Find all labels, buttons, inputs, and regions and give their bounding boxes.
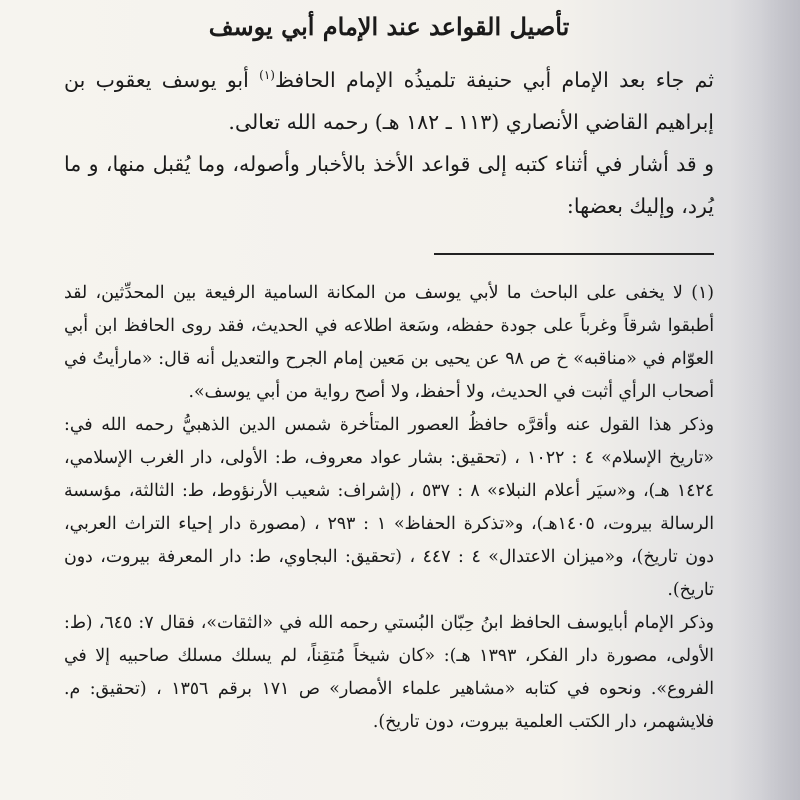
footnote-paragraph-3: وذكر الإمام أبايوسف الحافظ ابنُ حِبّان البُستي رحمه الله في «الثقات»، فقال ٧: ٦٤٥، (ط: الأولى، مصورة دار الفكر، ١٣٩٣ هـ): «كان شيخاً مُتقِناً، لم يسلك مسلك صاحبيه إلا في الفروع». ونحوه في كتابه «مشاهير علماء الأمصار» ص ١٧١ برقم ١٣٥٦ ، (تحقيق: م. فلايشهمر، دار الكتب العلمية بيروت، دون تاريخ). [64, 612, 715, 732]
body-paragraph-1 [64, 54, 714, 143]
page-content [64, 0, 714, 739]
footnote-reference: (١) [259, 68, 275, 82]
page-edge-shadow [730, 0, 800, 800]
footnote-paragraph-2: وذكر هذا القول عنه وأقرَّه حافظُ العصور المتأخرة شمس الدين الذهبيُّ رحمه الله في: «تاريخ الإسلام» ٤ : ١٠٢٢ ، (تحقيق: بشار عواد معروف، ط: الأولى، دار الغرب الإسلامي، ١٤٢٤ هـ)، و«سيَر أعلام النبلاء» ٨ : ٥٣٧ ، (إشراف: شعيب الأرنؤوط، ط: الثالثة، مؤسسة الرسالة بيروت، ١٤٠٥هـ)، و«تذكرة الحفاظ» ١ : ٢٩٣ ، (مصورة دار إحياء التراث العربي، دون تاريخ)، و«ميزان الاعتدال» ٤ : ٤٤٧ ، (تحقيق: البجاوي، ط: دار المعرفة بيروت، دون تاريخ). [64, 414, 715, 600]
footnote-paragraph-1: (١) لا يخفى على الباحث ما لأبي يوسف من المكانة السامية الرفيعة بين المحدِّثين، لقد أطبقوا شرقاً وغرباً على جودة حفظه، وسَعة اطلاعه في الحديث، فقد روى الحافظ ابن أبي العوّام في «مناقبه» خ ص ٩٨ عن يحيى بن مَعين إمام الجرح والتعديل أنه قال: «مارأيتُ في أصحاب الرأي أثبت في الحديث، ولا أحفظ، ولا أصح رواية من أبي يوسف». [64, 282, 714, 402]
footnote-separator [434, 253, 714, 255]
paragraph-1-text-b: أبو يوسف يعقوب بن إبراهيم القاضي الأنصاري (١١٣ ـ ١٨٢ هـ) رحمه الله تعالى. [64, 67, 714, 134]
body-paragraph-2: و قد أشار في أثناء كتبه إلى قواعد الأخذ بالأخبار وأصوله، وما يُقبل منها، و ما يُرد، وإليك بعضها: [64, 151, 714, 218]
paragraph-1-text-a: ثم جاء بعد الإمام أبي حنيفة تلميذُه الإمام الحافظ [274, 67, 714, 92]
section-heading: تأصيل القواعد عند الإمام أبي يوسف [208, 12, 570, 41]
